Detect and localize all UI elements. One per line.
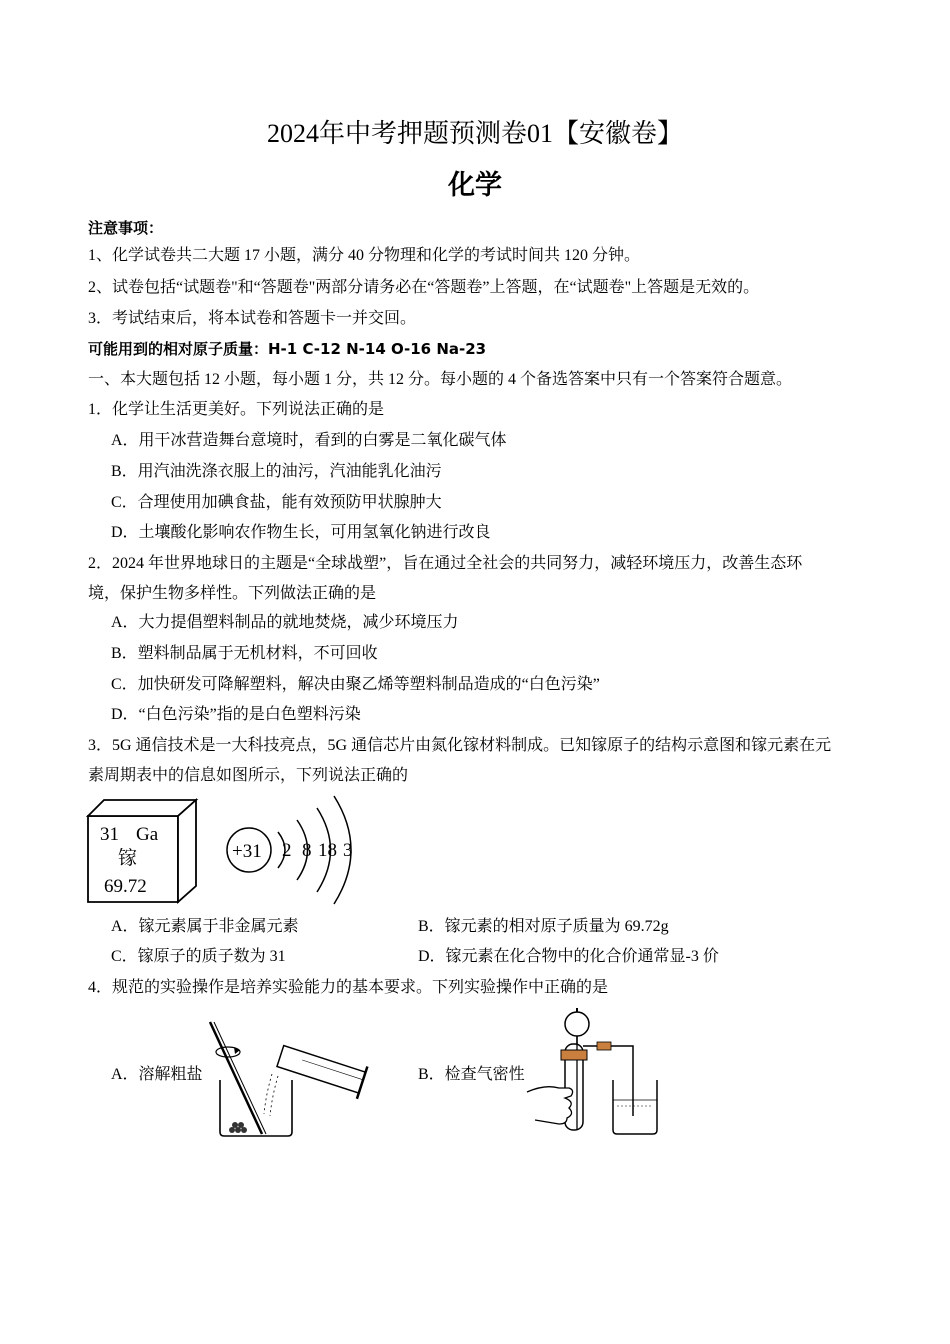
hand-icon (527, 1087, 573, 1124)
q1-option-c: C．合理使用加碘食盐，能有效预防甲状腺肿大 (111, 494, 442, 511)
page-title: 2024年中考押题预测卷01【安徽卷】 (266, 119, 683, 148)
question-3-stem: 3．5G 通信技术是一大科技亮点，5G 通信芯片由氮化镓材料制成。已知镓原子的结构示意图和镓元素在元 (88, 737, 832, 754)
section-intro: 一、本大题包括 12 小题，每小题 1 分，共 12 分。每小题的 4 个备选答案中只有一个答案符合题意。 (88, 371, 793, 388)
element-card-figure (86, 798, 202, 904)
glass-rod (210, 1022, 262, 1134)
water-beaker (613, 1080, 657, 1134)
question-2-stem: 2．2024 年世界地球日的主题是“全球战塑”，旨在通过全社会的共同努力，减轻环境压力，改善生态环 (88, 555, 803, 572)
shell-electrons: 18 (318, 840, 337, 861)
nucleus-charge: +31 (232, 841, 262, 862)
notes-heading: 注意事项： (88, 219, 164, 237)
q2-option-a: A．大力提倡塑料制品的就地焚烧，减少环境压力 (111, 614, 459, 631)
shell-electrons: 2 (282, 840, 292, 861)
atom-structure-diagram (222, 792, 362, 908)
q3-option-b: B．镓元素的相对原子质量为 69.72g (418, 918, 669, 935)
q3-option-a: A．镓元素属于非金属元素 (111, 918, 299, 935)
q1-option-d: D．土壤酸化影响农作物生长，可用氢氧化钠进行改良 (111, 524, 491, 541)
question-3-stem-cont: 素周期表中的信息如图所示，下列说法正确的 (88, 767, 409, 784)
q2-option-b: B．塑料制品属于无机材料，不可回收 (111, 645, 378, 662)
element-name: 镓 (118, 848, 138, 869)
shell-electrons: 3 (343, 840, 353, 861)
dissolve-salt-illustration (200, 1018, 380, 1140)
q2-option-c: C．加快研发可降解塑料，解决由聚乙烯等塑料制品造成的“白色污染” (111, 676, 600, 693)
element-number: 31 (100, 824, 119, 845)
q1-option-a: A．用干冰营造舞台意境时，看到的白雾是二氧化碳气体 (111, 432, 507, 449)
q3-option-d: D．镓元素在化合物中的化合价通常显-3 价 (418, 948, 719, 965)
element-mass: 69.72 (104, 876, 147, 897)
note-item: 1、化学试卷共二大题 17 小题，满分 40 分物理和化学的考试时间共 120 分钟。 (88, 247, 641, 264)
note-item: 3．考试结束后，将本试卷和答题卡一并交回。 (88, 310, 417, 327)
airtightness-check-illustration (525, 1006, 665, 1140)
rubber-stopper (561, 1050, 587, 1060)
element-symbol: Ga (136, 824, 159, 845)
note-item: 2、试卷包括“试题卷"和“答题卷"两部分请务必在“答题卷”上答题，在“试题卷"上答题是无效的。 (88, 279, 760, 296)
q2-option-d: D．“白色污染”指的是白色塑料污染 (111, 706, 361, 723)
q3-option-c: C．镓原子的质子数为 31 (111, 948, 286, 965)
separatory-funnel (565, 1012, 589, 1036)
q1-option-b: B．用汽油洗涤衣服上的油污，汽油能乳化油污 (111, 463, 442, 480)
subject-title: 化学 (448, 170, 502, 201)
q4-option-a: A．溶解粗盐 (111, 1066, 203, 1083)
delivery-tube (583, 1046, 633, 1116)
shell-electrons: 8 (302, 840, 312, 861)
q4-option-b: B．检查气密性 (418, 1066, 525, 1083)
question-2-stem-cont: 境，保护生物多样性。下列做法正确的是 (88, 585, 377, 602)
question-1-stem: 1．化学让生活更美好。下列说法正确的是 (88, 401, 385, 418)
atomic-masses: 可能用到的相对原子质量：H-1 C-12 N-14 O-16 Na-23 (88, 340, 487, 358)
question-4-stem: 4．规范的实验操作是培养实验能力的基本要求。下列实验操作中正确的是 (88, 979, 609, 996)
